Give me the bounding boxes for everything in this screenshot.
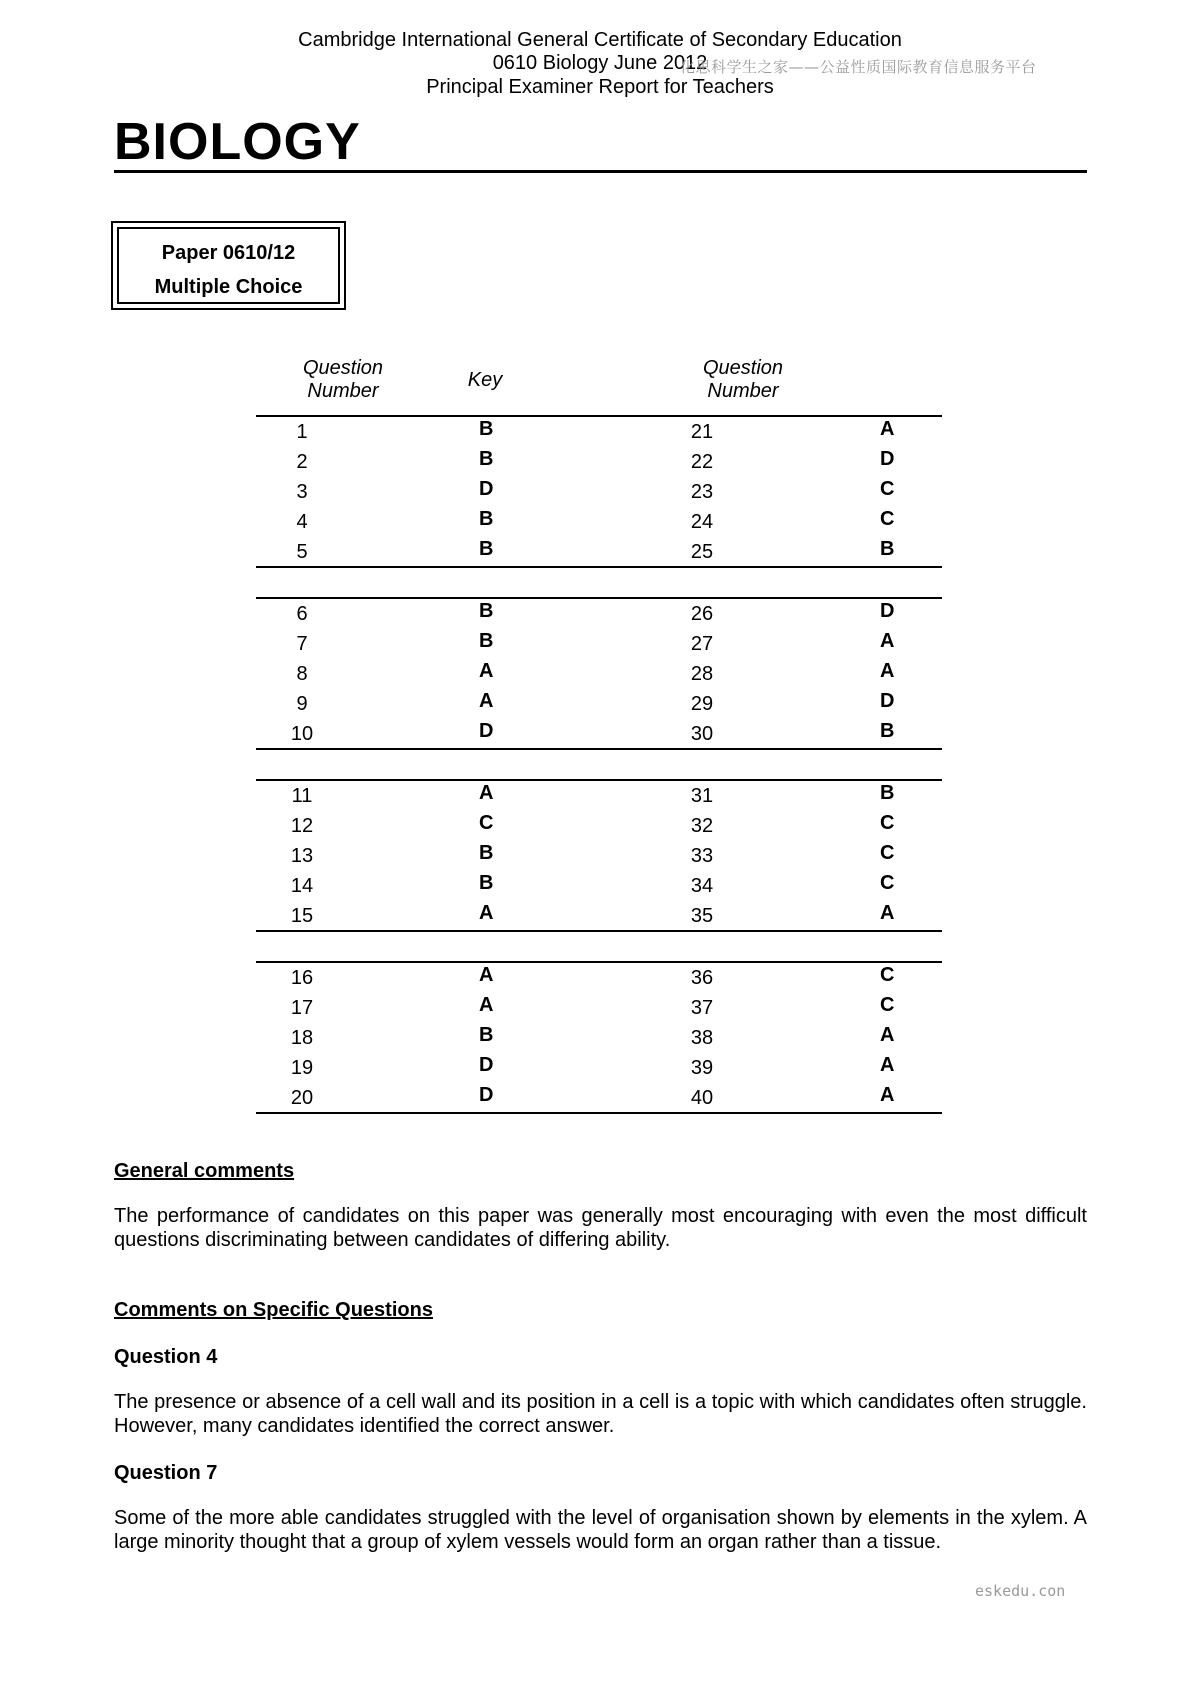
table-block-bottom-rule [256, 930, 942, 932]
answer-key-cell: C [880, 994, 895, 1016]
answer-key-cell: A [479, 660, 494, 682]
answer-key-cell: B [880, 538, 895, 560]
question-number-cell: 22 [690, 451, 714, 473]
question-number-cell: 38 [690, 1027, 714, 1049]
question-number-cell: 34 [690, 875, 714, 897]
answer-key-cell: B [479, 630, 494, 652]
question-number-cell: 8 [296, 663, 308, 685]
question-number-cell: 20 [290, 1087, 314, 1109]
answer-key-cell: B [880, 782, 895, 804]
question-number-cell: 10 [290, 723, 314, 745]
question-number-cell: 23 [690, 481, 714, 503]
answer-key-cell: A [880, 1054, 895, 1076]
paper-type: Multiple Choice [154, 276, 303, 298]
question-number-cell: 30 [690, 723, 714, 745]
header-exam-title: Cambridge International General Certificate of Secondary Education [298, 29, 902, 51]
answer-key-cell: A [479, 964, 494, 986]
answer-key-cell: C [880, 964, 895, 986]
answer-key-cell: A [880, 418, 895, 440]
table-block-bottom-rule [256, 566, 942, 568]
question-7-heading: Question 7 [114, 1462, 218, 1484]
answer-key-cell: C [880, 508, 895, 530]
table-block-bottom-rule [256, 748, 942, 750]
answer-key-cell: C [880, 812, 895, 834]
column-header-question-2-text: Question Number [702, 357, 784, 402]
question-4-heading: Question 4 [114, 1346, 218, 1368]
question-number-cell: 5 [296, 541, 308, 563]
answer-key-cell: A [880, 1084, 895, 1106]
column-header-question-2 [683, 357, 803, 403]
answer-key-cell: D [880, 600, 895, 622]
answer-key-cell: D [479, 720, 494, 742]
answer-key-cell: B [479, 538, 494, 560]
answer-key-cell: A [880, 660, 895, 682]
column-header-question-text: Question Number [302, 357, 384, 402]
answer-key-cell: A [479, 782, 494, 804]
answer-key-cell: A [479, 994, 494, 1016]
question-number-cell: 4 [296, 511, 308, 533]
table-block-top-rule [256, 415, 942, 417]
page-title: BIOLOGY [114, 113, 361, 171]
table-block-top-rule [256, 961, 942, 963]
table-block-top-rule [256, 779, 942, 781]
watermark-text: 化思科学生之家——公益性质国际教育信息服务平台 [680, 58, 1037, 76]
question-number-cell: 29 [690, 693, 714, 715]
specific-comments-heading: Comments on Specific Questions [114, 1299, 433, 1321]
question-number-cell: 28 [690, 663, 714, 685]
paper-box [111, 221, 346, 310]
answer-key-cell: C [479, 812, 494, 834]
question-number-cell: 25 [690, 541, 714, 563]
question-number-cell: 7 [296, 633, 308, 655]
question-number-cell: 31 [690, 785, 714, 807]
question-number-cell: 40 [690, 1087, 714, 1109]
answer-key-cell: B [479, 1024, 494, 1046]
answer-key-cell: D [479, 478, 494, 500]
question-number-cell: 17 [290, 997, 314, 1019]
answer-key-cell: D [479, 1054, 494, 1076]
question-number-cell: 21 [690, 421, 714, 443]
question-number-cell: 11 [291, 785, 313, 807]
question-number-cell: 26 [690, 603, 714, 625]
question-number-cell: 1 [296, 421, 308, 443]
question-number-cell: 35 [690, 905, 714, 927]
answer-key-cell: B [479, 600, 494, 622]
title-divider [114, 170, 1087, 173]
answer-key-cell: C [880, 842, 895, 864]
question-number-cell: 27 [690, 633, 714, 655]
question-number-cell: 37 [690, 997, 714, 1019]
question-number-cell: 13 [290, 845, 314, 867]
general-comments-heading: General comments [114, 1160, 295, 1182]
question-number-cell: 3 [296, 481, 308, 503]
answer-key-cell: C [880, 478, 895, 500]
question-number-cell: 14 [290, 875, 314, 897]
answer-key-cell: A [880, 902, 895, 924]
table-block-top-rule [256, 597, 942, 599]
answer-key-cell: B [479, 842, 494, 864]
question-number-cell: 9 [296, 693, 308, 715]
question-number-cell: 18 [290, 1027, 314, 1049]
general-comments-text: The performance of candidates on this paper was generally most encouraging with even the most difficult questions discriminating between candidates of differing ability. [114, 1205, 1087, 1251]
question-number-cell: 15 [290, 905, 314, 927]
answer-key-cell: A [479, 902, 494, 924]
question-number-cell: 32 [690, 815, 714, 837]
question-number-cell: 24 [690, 511, 714, 533]
question-number-cell: 19 [290, 1057, 314, 1079]
answer-key-cell: D [880, 448, 895, 470]
answer-key-cell: B [880, 720, 895, 742]
header-subject-session: 0610 Biology June 2012 [492, 52, 708, 74]
answer-key-cell: A [479, 690, 494, 712]
question-number-cell: 2 [296, 451, 308, 473]
answer-key-cell: C [880, 872, 895, 894]
answer-key-cell: B [479, 508, 494, 530]
paper-box-inner [117, 227, 340, 304]
question-number-cell: 12 [290, 815, 314, 837]
question-4-text: The presence or absence of a cell wall and its position in a cell is a topic with which candidates often struggle. However, many candidates identified the correct answer. [114, 1391, 1087, 1437]
question-number-cell: 33 [690, 845, 714, 867]
table-block-bottom-rule [256, 1112, 942, 1114]
answer-key-cell: D [880, 690, 895, 712]
question-number-cell: 36 [690, 967, 714, 989]
answer-key-cell: B [479, 872, 494, 894]
header-report-type: Principal Examiner Report for Teachers [426, 76, 774, 98]
answer-key-cell: B [479, 418, 494, 440]
question-7-text: Some of the more able candidates struggled with the level of organisation shown by elements in the xylem. A large minority thought that a group of xylem vessels would form an organ rather than a tissue. [114, 1507, 1087, 1553]
question-number-cell: 6 [296, 603, 308, 625]
answer-key-cell: B [479, 448, 494, 470]
footer-site-text: eskedu.con [975, 1582, 1066, 1600]
answer-key-cell: A [880, 1024, 895, 1046]
question-number-cell: 16 [290, 967, 314, 989]
column-header-question [283, 357, 403, 403]
answer-key-cell: D [479, 1084, 494, 1106]
question-number-cell: 39 [690, 1057, 714, 1079]
answer-key-cell: A [880, 630, 895, 652]
column-header-key: Key [467, 369, 503, 391]
paper-code: Paper 0610/12 [161, 242, 296, 264]
